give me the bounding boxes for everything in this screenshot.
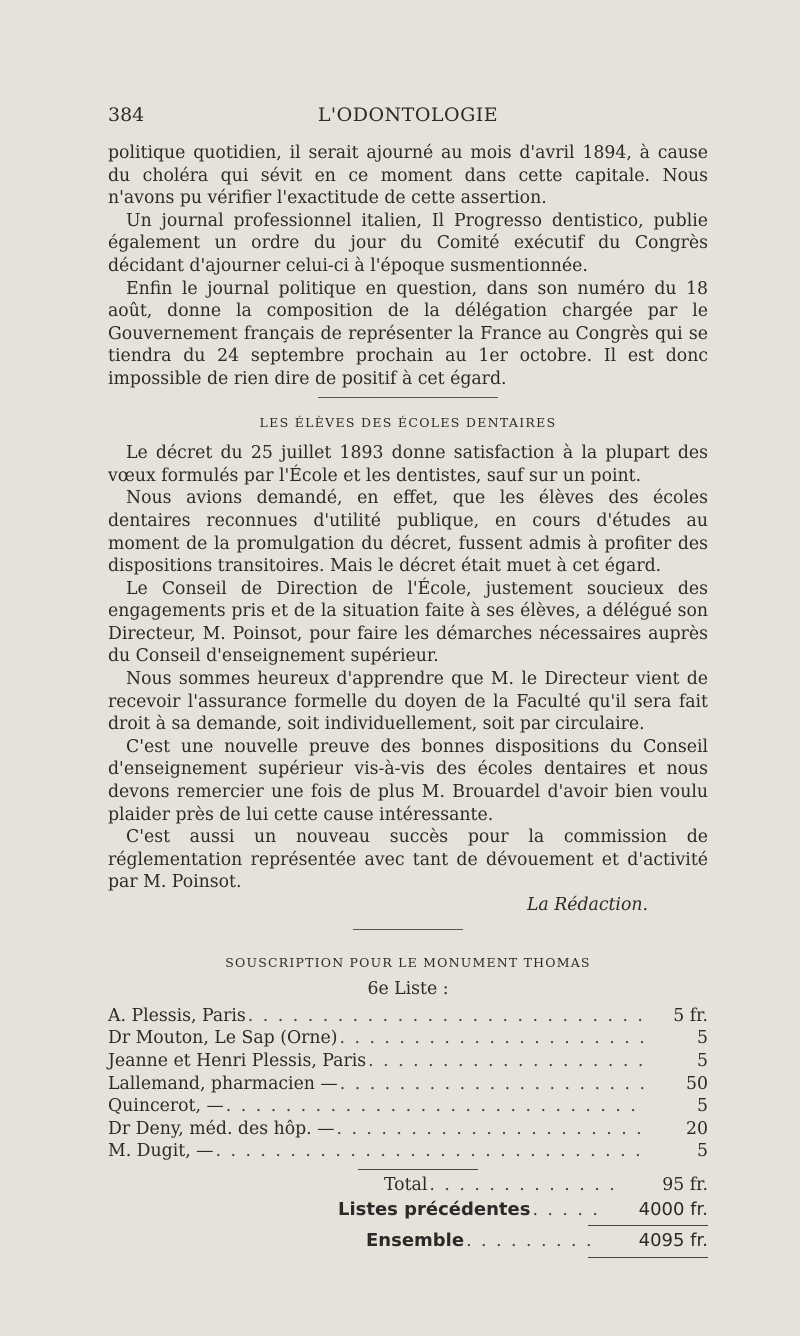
paragraph: Nous sommes heureux d'apprendre que M. le Directeur vient de recevoir l'assurance formelle du doyen de la Faculté qu'il sera fait droit à sa demande, soit individuellement, soit par circulaire. [108,669,708,735]
entry-amount: 20 [686,1118,708,1139]
paragraph: Nous avions demandé, en effet, que les élèves des écoles dentaires reconnues d'utilité publique, en cours d'études au moment de la promulgation du décret, fussent admis à profiter des dispositions transitoires. Mais le décret était muet à cet égard. [108,488,708,577]
ensemble-label: Ensemble [366,1230,465,1252]
entry-name: Quincerot, — [108,1096,224,1117]
list-item [108,1005,708,1028]
sum-rule [358,1169,478,1170]
running-title: L'ODONTOLOGIE [317,104,499,126]
list-item [108,1027,708,1050]
entry-amount: 5 [697,1141,708,1162]
paragraph: politique quotidien, il serait ajourné au mois d'avril 1894, à cause du choléra qui sévit en ce moment dans cette capitale. Nous n'avons pu vérifier l'exactitude de cette assertion. [108,143,708,209]
subscription-title: SOUSCRIPTION POUR LE MONUMENT THOMAS [225,954,591,970]
list-item [108,1073,708,1096]
entry-amount: 5 fr. [673,1005,708,1026]
sum-rule [588,1257,708,1258]
total-amount: 95 fr. [662,1174,708,1195]
entry-amount: 5 [697,1050,708,1071]
entry-name: Lallemand, pharmacien — [108,1073,338,1094]
page-number: 384 [108,104,145,126]
page-header [108,104,708,134]
entry-name: Dr Deny, méd. des hôp. — [108,1118,335,1139]
entry-name: M. Dugit, — [108,1141,214,1162]
article-body [108,142,708,1258]
list-item [108,1118,708,1141]
entry-name: Jeanne et Henri Plessis, Paris [108,1050,367,1071]
list-number: 6e Liste : [367,979,449,1000]
paragraph: C'est aussi un nouveau succès pour la commission de réglementation représentée avec tant de dévouement et d'activité par M. Poinsot. [108,827,708,893]
ensemble-amount: 4095 fr. [638,1230,708,1252]
divider [318,397,498,398]
divider [353,929,463,930]
paragraph: Enfin le journal politique en question, dans son numéro du 18 août, donne la composition de la délégation chargée par le Gouvernement français de représenter la France au Congrès qui se tiendra du 24 septembre prochain au 1er octobre. Il est donc impossible de rien dire de positif à cet égard. [108,278,708,389]
section-title: LES ÉLÈVES DES ÉCOLES DENTAIRES [259,414,557,430]
previous-amount: 4000 fr. [638,1198,708,1220]
entry-amount: 50 [686,1073,708,1094]
paragraph: Le Conseil de Direction de l'École, justement soucieux des engagements pris et de la situation faite à ses élèves, a délégué son Directeur, M. Poinsot, pour faire les démarches nécessaires auprès du Conseil d'enseignement supérieur. [108,578,708,667]
entry-amount: 5 [697,1096,708,1117]
list-item [108,1140,708,1163]
paragraph: Un journal professionnel italien, Il Progresso dentistico, publie également un ordre du jour du Comité exécutif du Congrès décidant d'ajourner celui-ci à l'époque susmentionnée. [108,210,708,276]
paragraph: C'est une nouvelle preuve des bonnes dispositions du Conseil d'enseignement supérieur vis-à-vis des écoles dentaires et nous devons remercier une fois de plus M. Brouardel d'avoir bien voulu plaider près de lui cette cause intéressante. [108,736,708,825]
previous-row [338,1199,708,1222]
sum-rule [588,1225,708,1226]
ensemble-row [338,1230,708,1253]
totals [338,1174,708,1258]
paragraph: Le décret du 25 juillet 1893 donne satisfaction à la plupart des vœux formulés par l'École et les dentistes, sauf sur un point. [108,443,708,486]
entry-amount: 5 [697,1028,708,1049]
total-row [338,1174,708,1197]
list-item [108,1050,708,1073]
entry-name: Dr Mouton, Le Sap (Orne) [108,1028,338,1049]
total-label: Total [384,1174,428,1195]
entry-name: A. Plessis, Paris [108,1005,246,1026]
previous-label: Listes précédentes [338,1198,531,1220]
list-item [108,1095,708,1118]
signature: La Rédaction. [526,895,648,915]
